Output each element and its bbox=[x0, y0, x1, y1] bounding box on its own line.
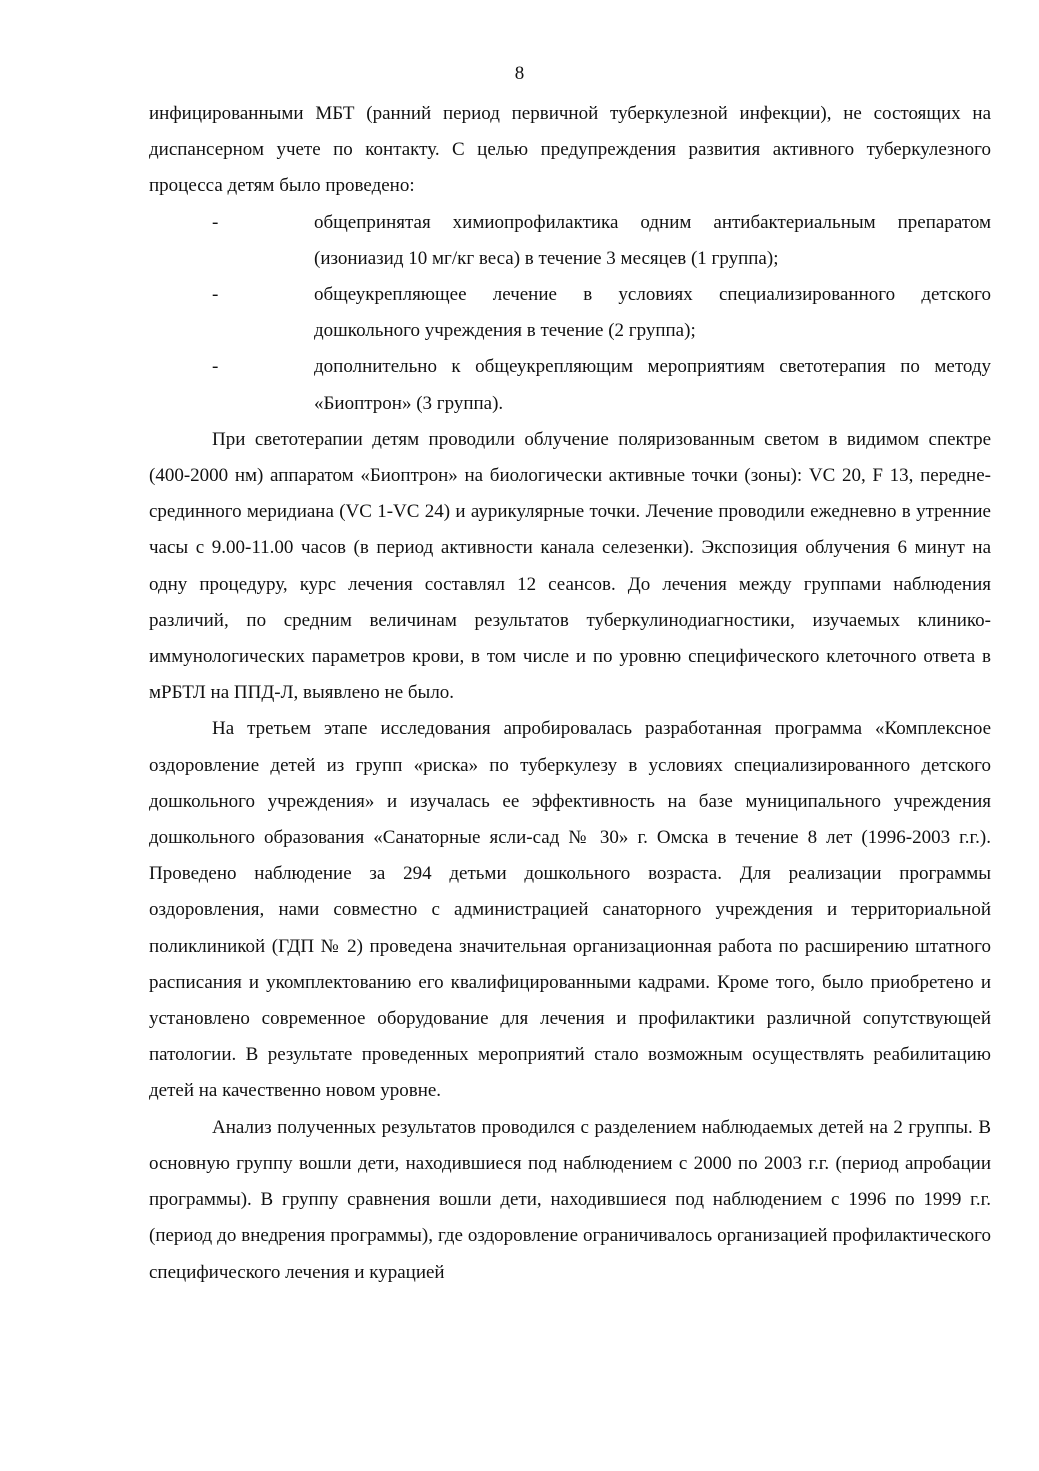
list-marker: - bbox=[212, 284, 219, 306]
paragraph-analysis: Анализ полученных результатов проводился с разделением наблюдаемых детей на 2 группы. В основную группу вошли дети, находившиеся под наблюдением с 2000 по 2003 г.г. (период апробации программы). В группу сравнения вошли дети, находившиеся под наблюдением с 1996 по 1999 г.г. (период до внедрения программы), где оздоровление ограничивалось организацией профилактического специфического лечения и курацией bbox=[149, 1116, 991, 1283]
list-item bbox=[149, 349, 991, 421]
measures-list bbox=[149, 205, 991, 422]
body-text bbox=[149, 96, 991, 1291]
list-item bbox=[149, 277, 991, 349]
list-marker: - bbox=[212, 356, 219, 378]
intro-paragraph: инфицированными МБТ (ранний период первичной туберкулезной инфекции), не состоящих на диспансерном учете по контакту. С целью предупреждения развития активного туберкулезного процесса детям было проведено: bbox=[149, 103, 991, 197]
list-marker: - bbox=[212, 211, 219, 233]
paragraph-third-stage: На третьем этапе исследования апробировалась разработанная программа «Комплексное оздоровление детей из групп «риска» по туберкулезу в условиях специализированного детского дошкольного учреждения» и изучалась ее эффективность на базе муниципального учреждения дошкольного образования «Санаторные ясли-сад № 30» г. Омска в течение 8 лет (1996-2003 г.г.). Проведено наблюдение за 294 детьми дошкольного возраста. Для реализации программы оздоровления, нами совместно с администрацией санаторного учреждения и территориальной поликлиникой (ГДП № 2) проведена значительная организационная работа по расширению штатного расписания и укомплектованию его квалифицированными кадрами. Кроме того, было приобретено и установлено современное оборудование для лечения и профилактики различной сопутствующей патологии. В результате проведенных мероприятий стало возможным осуществлять реабилитацию детей на качественно новом уровне. bbox=[149, 718, 991, 1102]
list-item bbox=[149, 205, 991, 277]
list-item-text: общепринятая химиопрофилактика одним антибактериальным препаратом (изониазид 10 мг/кг веса) в течение 3 месяцев (1 группа); bbox=[314, 211, 991, 269]
paragraph-phototherapy: При светотерапии детям проводили облучение поляризованным светом в видимом спектре (400-2000 нм) аппаратом «Биоптрон» на биологически активные точки (зоны): VC 20, F 13, передне-срединного меридиана (VC 1-VC 24) и аурикулярные точки. Лечение проводили ежедневно в утренние часы с 9.00-11.00 часов (в период активности канала селезенки). Экспозиция облучения 6 минут на одну процедуру, курс лечения составлял 12 сеансов. До лечения между группами наблюдения различий, по средним величинам результатов туберкулинодиагностики, изучаемых клинико-иммунологических параметров крови, в том числе и по уровню специфического клеточного ответа в мРБТЛ на ППД-Л, выявлено не было. bbox=[149, 428, 991, 704]
list-item-text: общеукрепляющее лечение в условиях специализированного детского дошкольного учреждения в течение (2 группа); bbox=[314, 284, 991, 342]
list-item-text: дополнительно к общеукрепляющим мероприятиям светотерапия по методу «Биоптрон» (3 группа). bbox=[314, 356, 991, 414]
page-number: 8 bbox=[514, 63, 525, 84]
